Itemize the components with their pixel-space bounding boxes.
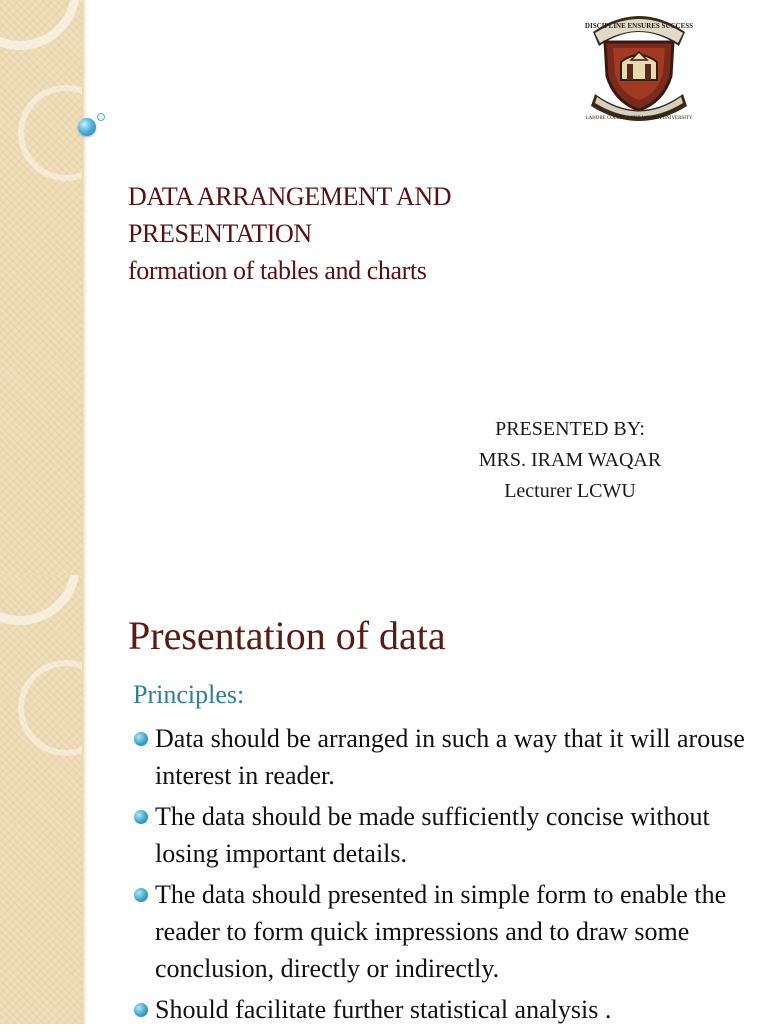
presenter-label: PRESENTED BY:	[495, 418, 645, 440]
list-item	[133, 876, 758, 987]
sidebar-edge	[82, 0, 88, 575]
slide-title: Presentation of data	[128, 613, 446, 658]
list-item	[133, 991, 758, 1028]
sidebar-edge	[82, 575, 88, 1024]
title-subtitle: formation of tables and charts	[128, 256, 427, 285]
bullet-text: The data should be made sufficiently concise without losing important details.	[155, 802, 710, 868]
bullet-icon	[134, 1003, 148, 1017]
presenter-block	[420, 414, 720, 507]
decorative-ring	[18, 85, 114, 181]
decorative-sidebar	[0, 0, 82, 575]
decorative-ring	[18, 660, 114, 756]
slide-title	[128, 178, 588, 289]
logo-name: LAHORE COLLEGE FOR WOMEN UNIVERSITY	[585, 116, 693, 121]
bullet-text: The data should presented in simple form to enable the reader to form quick impressions and to draw some conclusion, directly or indirectly.	[155, 880, 727, 983]
bullet-bead-icon	[78, 118, 96, 136]
bullet-icon	[134, 888, 148, 902]
title-line: PRESENTATION	[128, 219, 312, 248]
title-line: DATA ARRANGEMENT AND	[128, 182, 452, 211]
university-logo	[583, 2, 695, 124]
decorative-ring	[0, 0, 80, 50]
bullet-bead-icon	[97, 113, 105, 121]
decorative-sidebar	[0, 575, 82, 1024]
decorative-ring	[0, 575, 80, 625]
bullet-icon	[134, 810, 148, 824]
logo-motto: DISCIPLINE ENSURES SUCCESS	[584, 22, 694, 30]
presenter-role: Lecturer LCWU	[504, 480, 636, 502]
list-item	[133, 720, 758, 794]
list-item	[133, 798, 758, 872]
principles-heading: Principles:	[133, 680, 245, 709]
bullet-text: Data should be arranged in such a way that it will arouse interest in reader.	[155, 724, 745, 790]
bullet-icon	[134, 732, 148, 746]
presenter-name: MRS. IRAM WAQAR	[478, 449, 662, 471]
principles-list	[133, 720, 758, 1032]
bullet-text: Should facilitate further statistical analysis .	[155, 995, 612, 1024]
